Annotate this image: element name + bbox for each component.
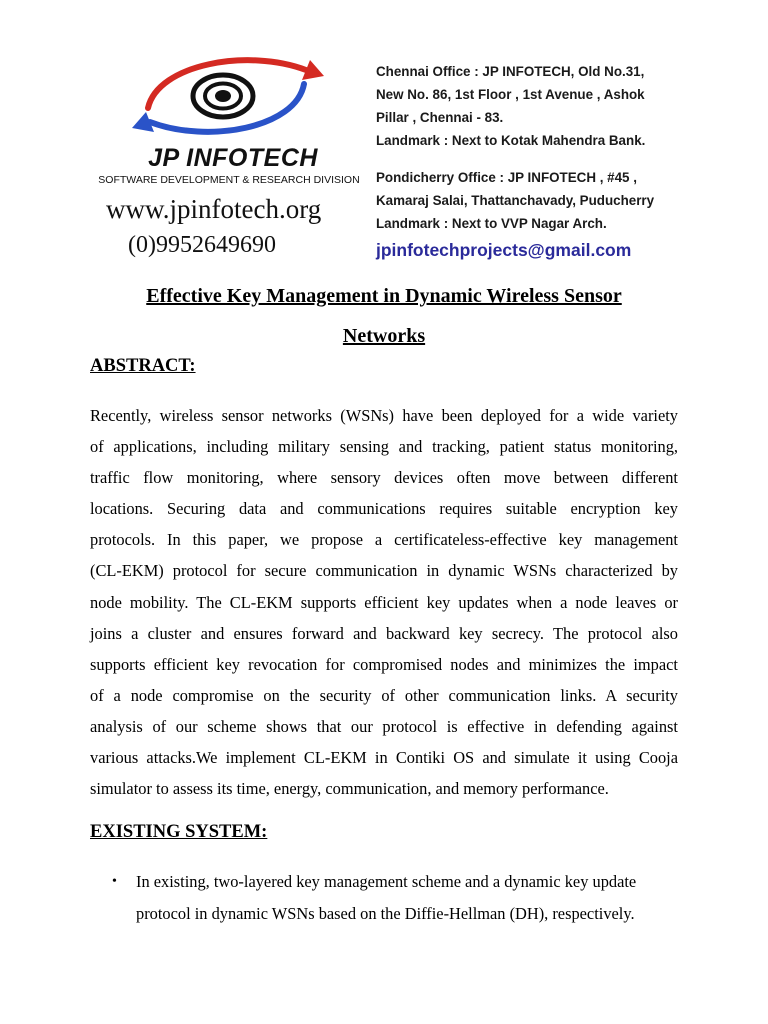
existing-system-heading: EXISTING SYSTEM: [90,822,268,842]
address-line: Landmark : Next to VVP Nagar Arch. [376,216,607,231]
pondicherry-office-address [376,166,654,235]
address-line: New No. 86, 1st Floor , 1st Avenue , Ashok [376,87,645,102]
list-item [136,866,680,930]
address-line: Pondicherry Office : JP INFOTECH , #45 , [376,170,637,185]
paragraph-line: (CL-EKM) protocol for secure communication in dynamic WSNs characterized by [90,561,678,581]
address-line: Pillar , Chennai - 83. [376,110,504,125]
abstract-heading: ABSTRACT: [90,356,196,376]
paragraph-line: of applications, including military sensing and tracking, patient status monitoring, [90,437,678,457]
paragraph-line: locations. Securing data and communications requires suitable encryption key [90,499,678,519]
jp-infotech-logo-icon [128,46,328,146]
paragraph-line: of a node compromise on the security of other communication links. A security [90,685,678,705]
list-item-line: protocol in dynamic WSNs based on the Diffie-Hellman (DH), respectively. [136,904,635,923]
document-title [90,276,678,356]
address-line: Kamaraj Salai, Thattanchavady, Puducherry [376,193,655,208]
abstract-paragraph [90,400,678,804]
paragraph-line: simulator to assess its time, energy, communication, and memory performance. [90,779,609,799]
title-line: Effective Key Management in Dynamic Wireless Sensor [146,285,622,307]
letterhead [0,0,768,272]
paragraph-line: analysis of our scheme shows that our protocol is effective in defending against [90,716,678,736]
paragraph-line: joins a cluster and ensures forward and backward key secrecy. The protocol also [90,623,678,643]
brand-name: JP INFOTECH [148,144,318,172]
paragraph-line: various attacks.We implement CL-EKM in Contiki OS and simulate it using Cooja [90,748,678,768]
contact-email: jpinfotechprojects@gmail.com [376,240,632,260]
list-item-line: In existing, two-layered key management scheme and a dynamic key update [136,872,637,891]
bullet-icon: • [112,874,117,889]
website-url: www.jpinfotech.org [106,194,322,224]
address-line: Chennai Office : JP INFOTECH, Old No.31, [376,64,645,79]
paragraph-line: node mobility. The CL-EKM supports efficient key updates when a node leaves or [90,592,678,612]
title-line: Networks [342,325,426,347]
brand-tagline: SOFTWARE DEVELOPMENT & RESEARCH DIVISION [98,174,360,186]
paragraph-line: Recently, wireless sensor networks (WSNs) have been deployed for a wide variety [90,406,678,425]
address-line: Landmark : Next to Kotak Mahendra Bank. [376,133,646,148]
paragraph-line: traffic flow monitoring, where sensory devices often move between different [90,468,678,488]
phone-number: (0)9952649690 [128,232,276,258]
paragraph-line: supports efficient key revocation for compromised nodes and minimizes the impact [90,654,678,674]
paragraph-line: protocols. In this paper, we propose a certificateless-effective key management [90,530,678,550]
chennai-office-address [376,60,645,152]
